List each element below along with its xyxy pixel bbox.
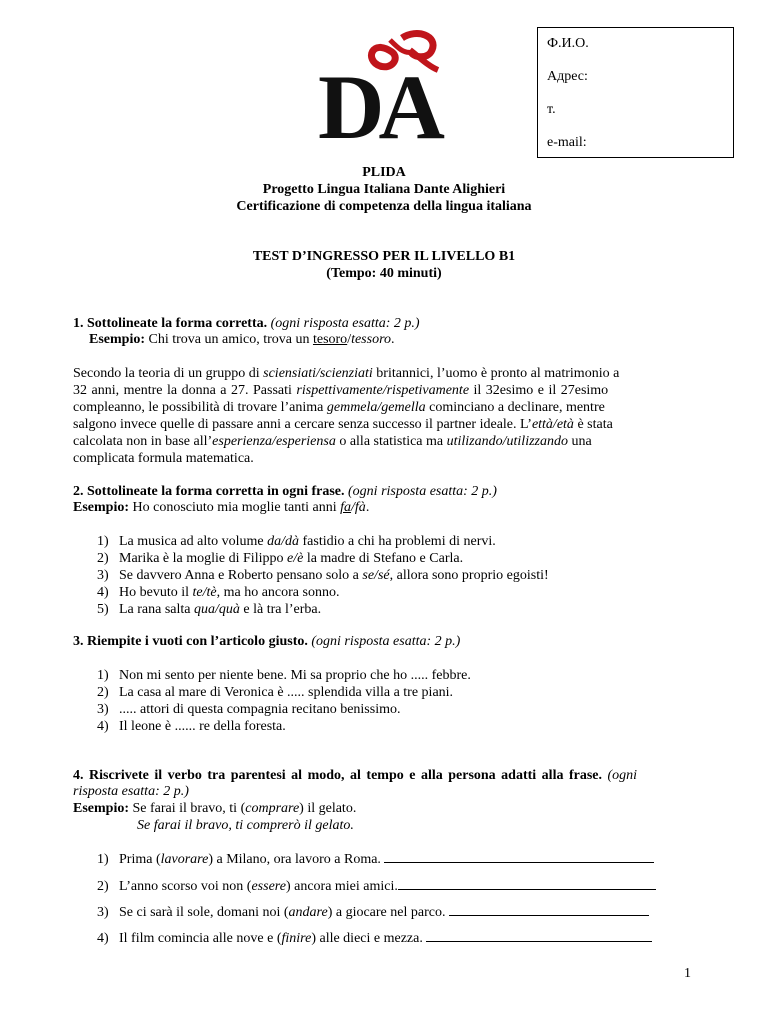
ex1-example-wrong: tessoro	[351, 332, 392, 347]
ex4-example-label: Esempio:	[73, 801, 129, 816]
ex1-example-end: .	[391, 332, 395, 347]
field-address: Адрес:	[547, 69, 588, 84]
ex4-item: 3) Se ci sarà il sole, domani noi (andare) a giocare nel parco.	[97, 903, 717, 921]
ex4-points-b: risposta esatta: 2 p.)	[73, 784, 189, 799]
field-email: e-mail:	[547, 135, 587, 150]
ex4-heading	[73, 768, 695, 784]
ex4-item: 2) L’anno scorso voi non (essere) ancora miei amici.	[97, 877, 717, 895]
ex1-choice-4[interactable]: ettà/età	[531, 417, 574, 432]
ex1-choice-6[interactable]: utilizando/utilizzando	[446, 434, 568, 449]
test-time: (Tempo: 40 minuti)	[326, 266, 442, 281]
ex3-item[interactable]: 4) Il leone è ...... re della foresta.	[97, 719, 286, 734]
ex2-example-text: Ho conosciuto mia moglie tanti anni	[132, 500, 337, 515]
ex2-choice[interactable]: se/sé	[362, 568, 390, 583]
ex2-item: 2) Marika è la moglie di Filippo e/è la madre di Stefano e Carla.	[97, 551, 464, 566]
ex3-item[interactable]: 2) La casa al mare di Veronica è ..... splendida villa a tre piani.	[97, 685, 454, 700]
answer-line[interactable]	[449, 903, 649, 916]
ex3-item[interactable]: 1) Non mi sento per niente bene. Mi sa proprio che ho ..... febbre.	[97, 668, 471, 683]
header-certification: Certificazione di competenza della lingua italiana	[236, 199, 532, 214]
ex1-paragraph-line-5: calcolata non in base all’esperienza/esperiensa o alla statistica ma utilizando/utilizzando una	[73, 434, 592, 449]
ex1-paragraph-line-6: complicata formula matematica.	[73, 451, 254, 466]
ex1-choice-5[interactable]: esperienza/esperiensa	[212, 434, 336, 449]
ex2-points: (ogni risposta esatta: 2 p.)	[348, 484, 497, 499]
answer-line[interactable]	[384, 850, 654, 863]
ex1-paragraph-line-2: 32 anni, mentre la donna a 27. Passati rispettivamente/rispetivamente il 32esimo e il 27esimo	[73, 383, 609, 398]
ex1-paragraph-line-1: Secondo la teoria di un gruppo di sciensiati/scienziati britannici, l’uomo è pronto al matrimonio a	[73, 366, 620, 381]
logo-text: DA	[318, 56, 439, 158]
ex2-example-label: Esempio:	[73, 500, 129, 515]
ex2-item: 5) La rana salta qua/quà e là tra l’erba.	[97, 602, 322, 617]
ex2-choice[interactable]: qua/quà	[194, 602, 240, 617]
ex1-points: (ogni risposta esatta: 2 p.)	[270, 316, 420, 331]
ex1-example-label: Esempio:	[89, 332, 145, 347]
ex3-heading	[73, 634, 695, 650]
answer-line[interactable]	[426, 929, 652, 942]
ex2-choice[interactable]: te/tè	[192, 585, 217, 600]
ex2-choice[interactable]: e/è	[286, 551, 304, 566]
page-number: 1	[684, 966, 691, 981]
ex1-heading	[73, 316, 695, 332]
ex2-example-correct: fa	[340, 500, 352, 515]
ex4-example-answer: Se farai il bravo, ti comprerò il gelato.	[137, 818, 354, 833]
ex2-title: 2. Sottolineate la forma corretta in ogni frase.	[73, 484, 345, 499]
ex3-item[interactable]: 3) ..... attori di questa compagnia recitano benissimo.	[97, 702, 401, 717]
ex2-item: 1) La musica ad alto volume da/dà fastidio a chi ha problemi di nervi.	[97, 534, 496, 549]
student-info-box	[537, 27, 734, 158]
ex1-example	[89, 332, 711, 348]
header-project: Progetto Lingua Italiana Dante Alighieri	[262, 182, 506, 197]
ex2-item: 3) Se davvero Anna e Roberto pensano solo a se/sé, allora sono proprio egoisti!	[97, 568, 549, 583]
ex4-item: 4) Il film comincia alle nove e (finire) alle dieci e mezza.	[97, 929, 717, 947]
ex2-item: 4) Ho bevuto il te/tè, ma ho ancora sonno.	[97, 585, 340, 600]
ex3-title: 3. Riempite i vuoti con l’articolo giusto.	[73, 634, 308, 649]
ex1-example-correct: tesoro	[312, 332, 348, 347]
ex2-heading	[73, 484, 695, 500]
ex4-title: 4. Riscrivete il verbo tra parentesi al modo, al tempo e alla persona adatti alla frase.	[73, 768, 602, 783]
ex1-example-text: Chi trova un amico, trova un	[148, 332, 310, 347]
ex1-choice-3[interactable]: gemmela/gemella	[326, 400, 426, 415]
ex1-choice-1[interactable]: sciensiati/scienziati	[263, 366, 373, 381]
ex2-example	[73, 500, 695, 516]
ex4-points-line	[73, 784, 695, 800]
ex1-choice-2[interactable]: rispettivamente/rispetivamente	[296, 383, 470, 398]
ex1-title: 1. Sottolineate la forma corretta.	[73, 316, 268, 331]
ex4-example: Esempio: Se farai il bravo, ti (comprare) il gelato.	[73, 801, 357, 816]
logo	[318, 30, 444, 158]
header-plida: PLIDA	[362, 165, 406, 180]
ex1-paragraph-line-3: compleanno, le possibilità di trovare l’anima gemmela/gemella cominciano a declinare, mentre	[73, 400, 605, 415]
field-fio: Ф.И.О.	[547, 36, 589, 51]
ex1-example-slash: /	[347, 332, 352, 347]
answer-line[interactable]	[398, 877, 656, 890]
ex1-paragraph-line-4: salgono invece quelle di passare anni a cercare senza successo il partner ideale. L’ettà/età è stata	[73, 417, 613, 432]
ex3-points: (ogni risposta esatta: 2 p.)	[311, 634, 461, 649]
ex2-example-end: .	[365, 500, 370, 515]
field-phone: т.	[547, 102, 556, 117]
test-title: TEST D’INGRESSO PER IL LIVELLO B1	[252, 249, 516, 264]
ex4-points-a: (ogni	[607, 768, 638, 783]
ex2-choice[interactable]: da/dà	[267, 534, 300, 549]
ex2-example-wrong: /fà	[351, 500, 366, 515]
ex4-item: 1) Prima (lavorare) a Milano, ora lavoro a Roma.	[97, 850, 717, 868]
